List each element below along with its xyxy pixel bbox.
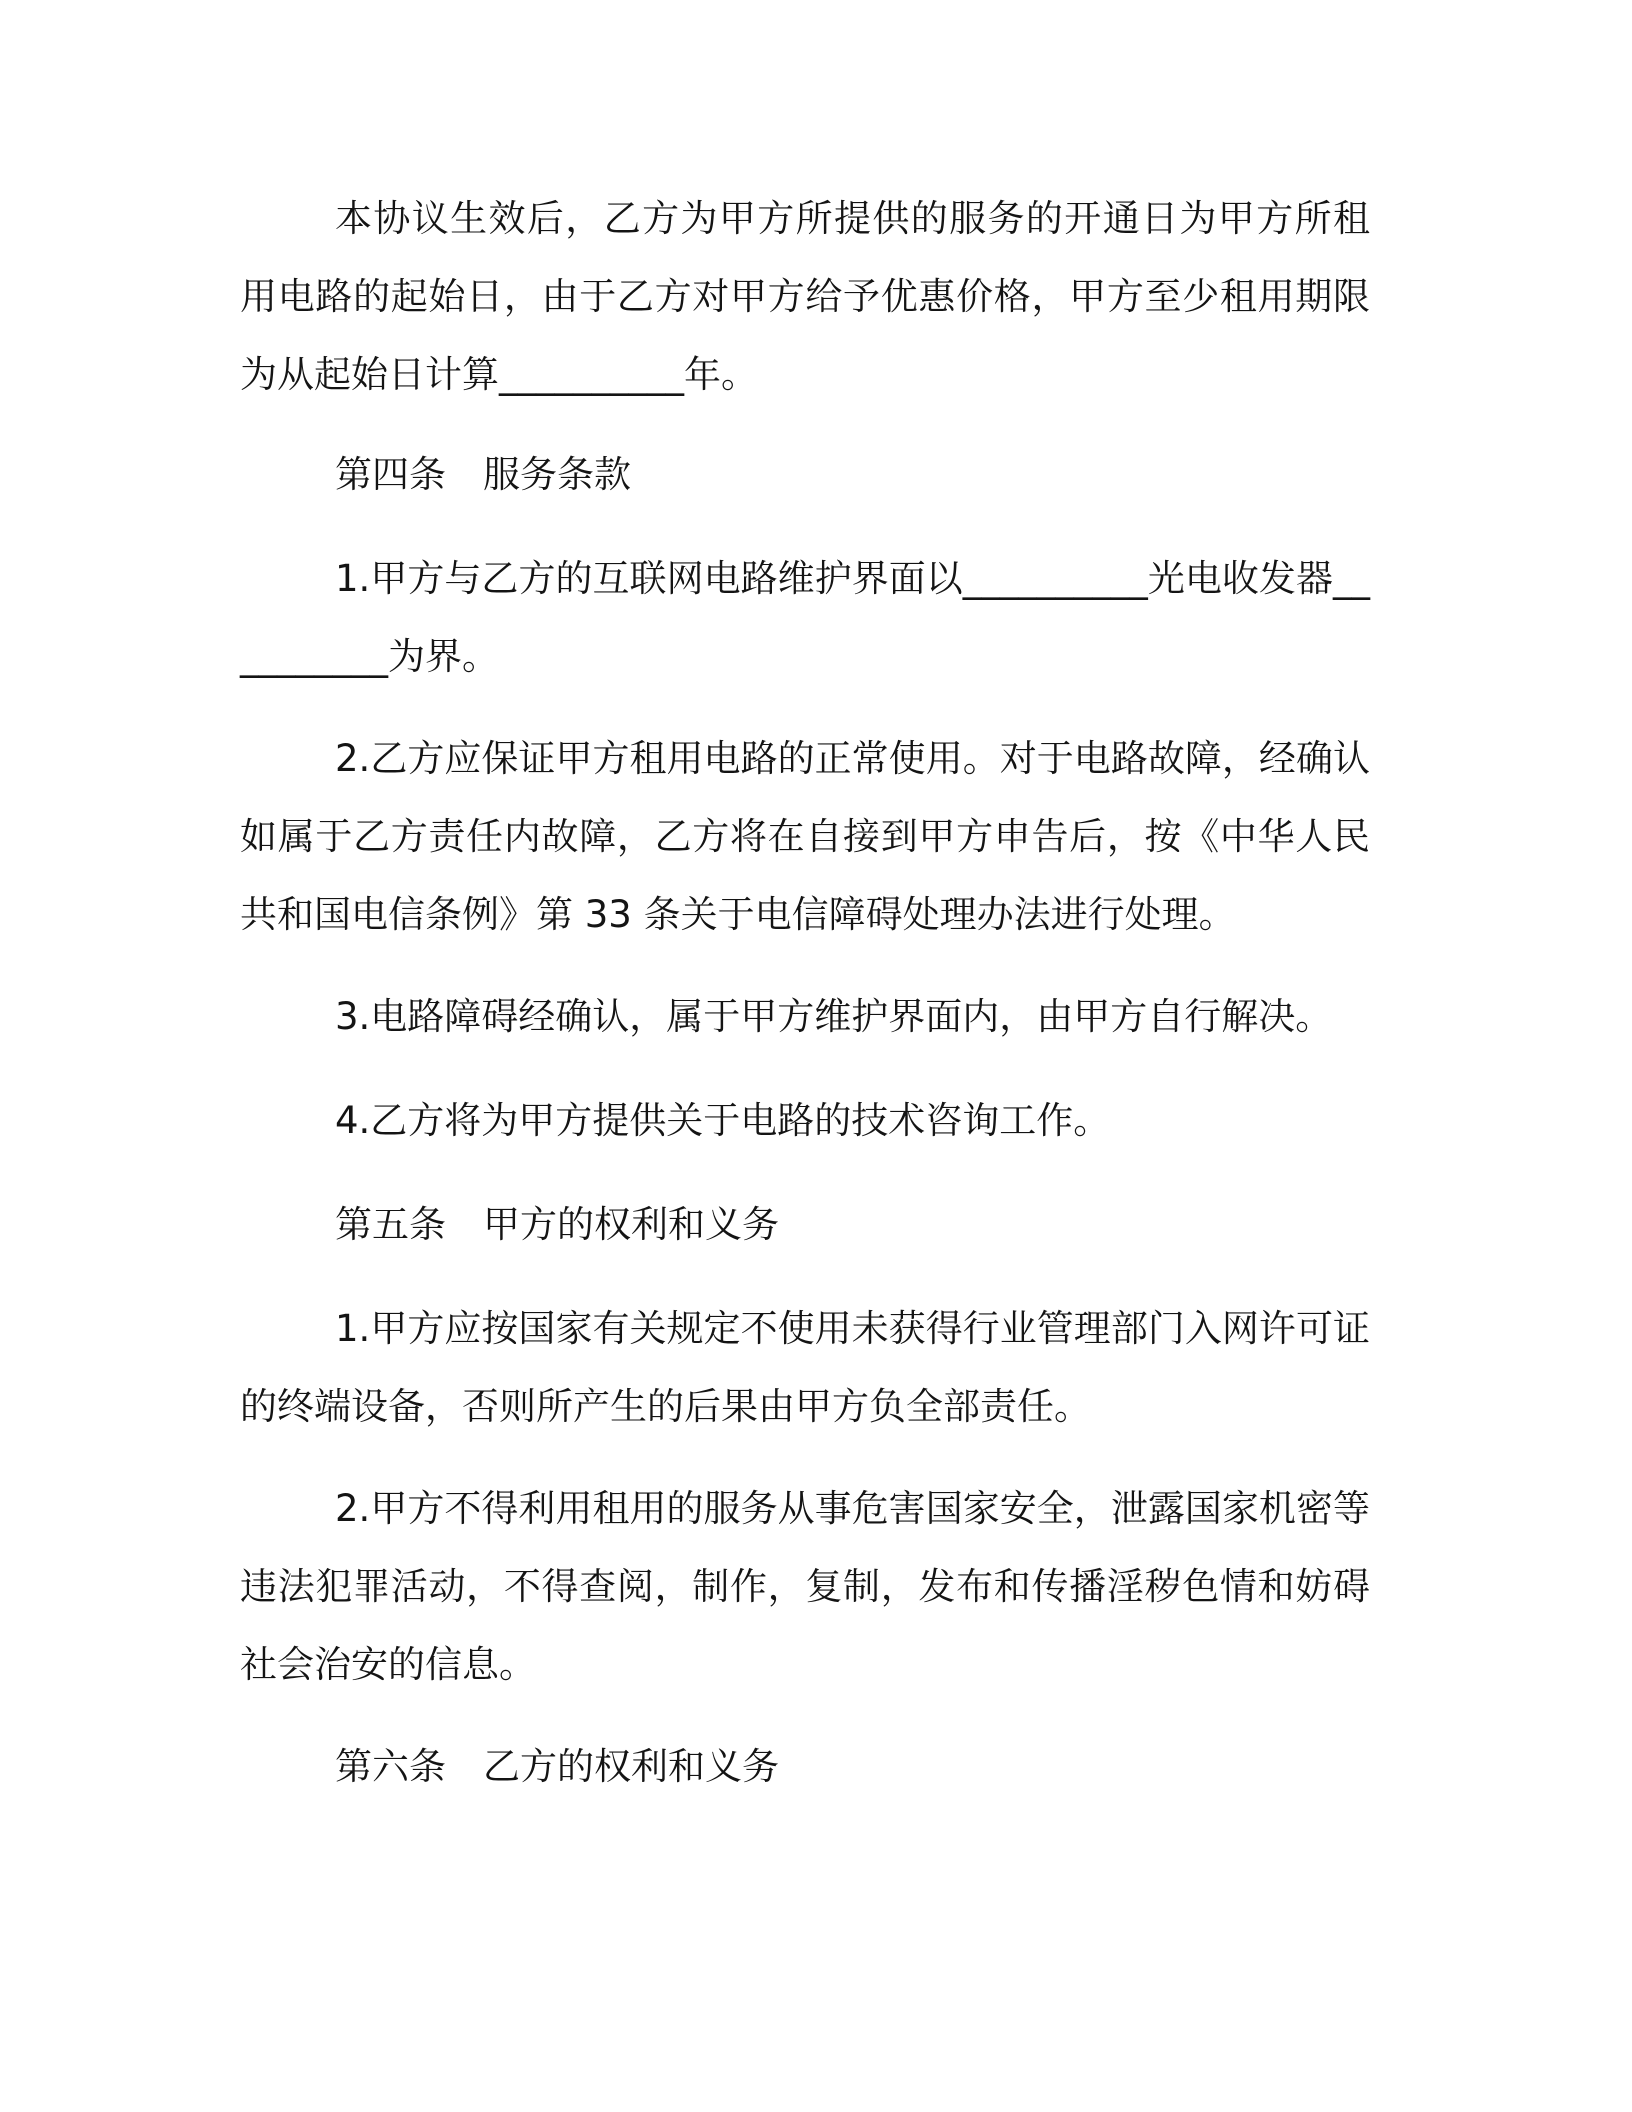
paragraph-article-4-item-2: 2.乙方应保证甲方租用电路的正常使用。对于电路故障，经确认如属于乙方责任内故障，乙方将在自接到甲方申告后，按《中华人民共和国电信条例》第 33 条关于电信障碍处理办法进行处理。 xyxy=(240,737,1370,936)
heading-article-5: 第五条 甲方的权利和义务 xyxy=(335,1203,779,1246)
paragraph-article-4-item-1: 1.甲方与乙方的互联网电路维护界面以__________光电收发器__________为界。 xyxy=(240,557,1370,678)
paragraph-article-4-item-4: 4.乙方将为甲方提供关于电路的技术咨询工作。 xyxy=(335,1099,1111,1142)
paragraph-article-5-item-2: 2.甲方不得利用租用的服务从事危害国家安全，泄露国家机密等违法犯罪活动，不得查阅，制作，复制，发布和传播淫秽色情和妨碍社会治安的信息。 xyxy=(240,1487,1370,1686)
heading-article-6: 第六条 乙方的权利和义务 xyxy=(335,1745,779,1788)
paragraph-article-4-item-3: 3.电路障碍经确认，属于甲方维护界面内，由甲方自行解决。 xyxy=(335,995,1333,1038)
heading-article-4: 第四条 服务条款 xyxy=(335,453,631,496)
paragraph-article-5-item-1: 1.甲方应按国家有关规定不使用未获得行业管理部门入网许可证的终端设备，否则所产生的后果由甲方负全部责任。 xyxy=(240,1307,1370,1428)
paragraph-service-start-date: 本协议生效后，乙方为甲方所提供的服务的开通日为甲方所租用电路的起始日，由于乙方对甲方给予优惠价格，甲方至少租用期限为从起始日计算__________年。 xyxy=(240,197,1370,396)
